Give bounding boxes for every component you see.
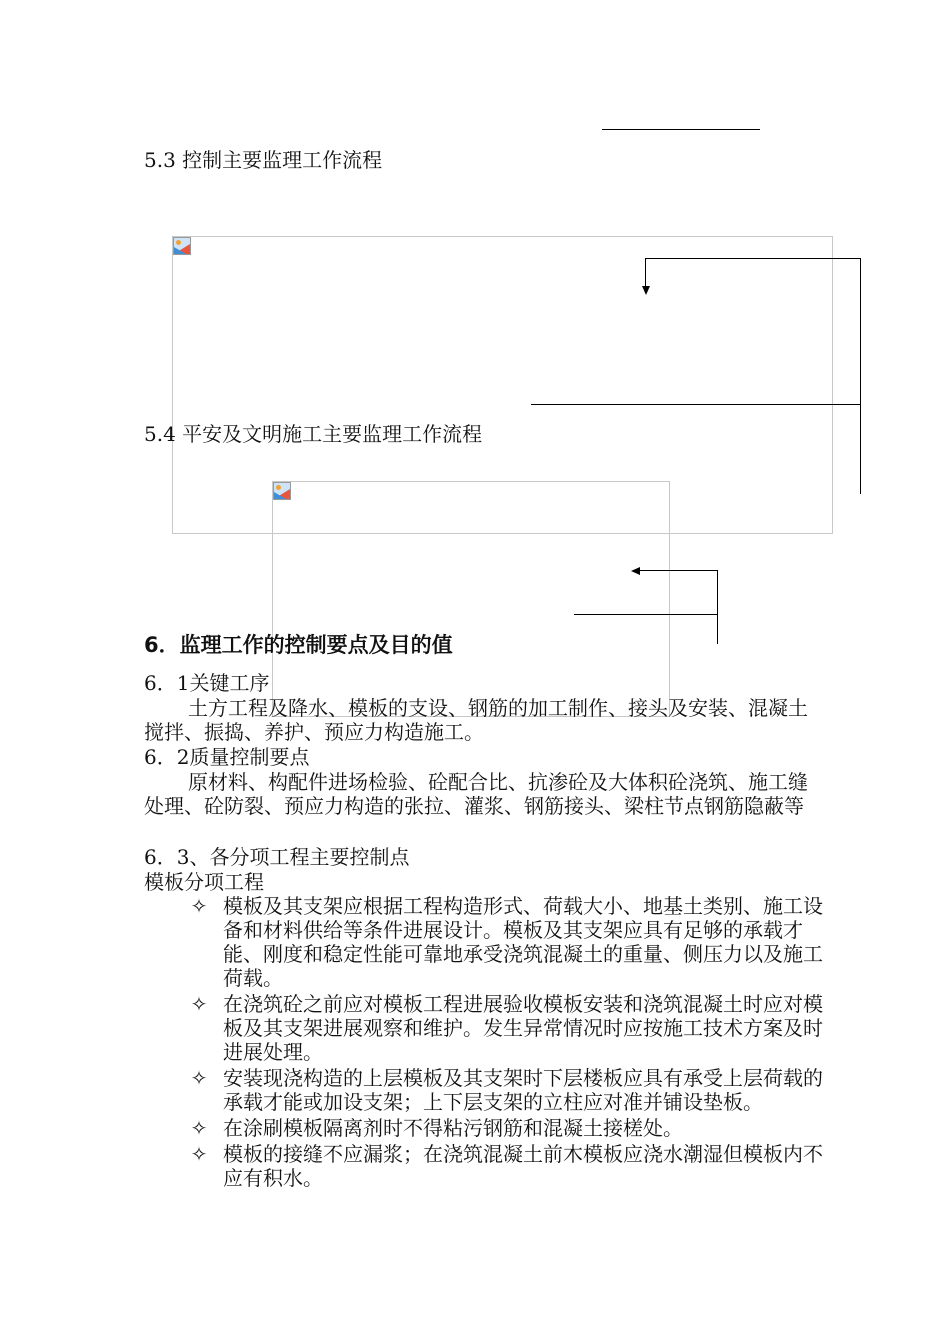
diamond-bullet-icon: ✧ [190,1116,208,1140]
arrow-down-icon [642,286,650,295]
flowchart-image-frame-5-4 [272,481,670,717]
formwork-title: 模板分项工程 [144,870,264,894]
bullet-text: 模板的接缝不应漏浆；在浇筑混凝土前木模板应浇水潮湿但模板内不应有积水。 [223,1142,823,1190]
bullet-item [187,1066,827,1114]
bullet-text: 在浇筑砼之前应对模板工程进展验收模板安装和浇筑混凝土时应对模板及其支架进展观察和维护。发生异常情况时应按施工技术方案及时进展处理。 [223,992,823,1064]
bullet-item [187,992,827,1064]
broken-image-icon [273,482,291,500]
section-5-4-title: 5.4 平安及文明施工主要监理工作流程 [144,422,483,446]
section-6-2-body: 原材料、构配件进场检验、砼配合比、抗渗砼及大体积砼浇筑、施工缝处理、砼防裂、预应力构造的张拉、灌浆、钢筋接头、梁柱节点钢筋隐蔽等 [144,770,808,818]
connector-line [717,570,718,644]
bullet-text: 在涂刷模板隔离剂时不得粘污钢筋和混凝土接槎处。 [223,1116,683,1140]
section-5-3-title: 5.3 控制主要监理工作流程 [144,148,383,172]
diamond-bullet-icon: ✧ [190,1142,208,1166]
bullet-item [187,894,827,990]
connector-line [860,258,861,494]
connector-line [640,570,718,571]
diamond-bullet-icon: ✧ [190,894,208,918]
bullet-text: 安装现浇构造的上层模板及其支架时下层楼板应具有承受上层荷载的承载才能或加设支架；上下层支架的立柱应对准并铺设垫板。 [223,1066,823,1114]
section-6-1-title: 6．1关键工序 [144,671,270,695]
section-6-2-title: 6．2质量控制要点 [144,745,310,769]
section-6-1-body: 土方工程及降水、模板的支设、钢筋的加工制作、接头及安装、混凝土搅拌、振捣、养护、预应力构造施工。 [144,696,808,744]
bullet-item [187,1116,827,1140]
diamond-bullet-icon: ✧ [190,992,208,1016]
section-6-3-title: 6．3、各分项工程主要控制点 [144,845,410,869]
bullet-text: 模板及其支架应根据工程构造形式、荷载大小、地基土类别、施工设备和材料供给等条件进展设计。模板及其支架应具有足够的承载才能、刚度和稳定性能可靠地承受浇筑混凝土的重量、侧压力以及施工荷载。 [223,894,823,990]
top-rule [602,129,760,130]
section-6-heading: 6．监理工作的控制要点及目的值 [144,633,453,657]
broken-image-icon [173,237,191,255]
connector-line [645,258,861,259]
formwork-bullet-list [187,894,827,1192]
connector-line [645,258,646,286]
bullet-item [187,1142,827,1190]
connector-line [574,614,718,615]
arrow-left-icon [631,567,640,575]
connector-line [531,404,861,405]
diamond-bullet-icon: ✧ [190,1066,208,1090]
